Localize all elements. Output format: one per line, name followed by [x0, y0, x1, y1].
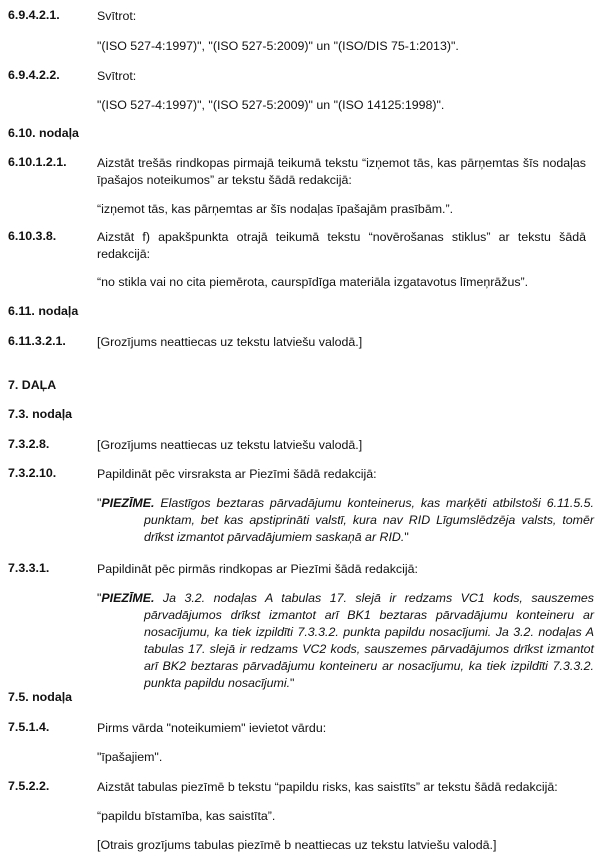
quoted-text: "īpašajiem".: [97, 750, 163, 764]
paragraph-number: 7.3.3.1.: [8, 561, 50, 575]
paragraph-text: Svītrot:: [97, 9, 137, 23]
paragraph-number: 6.10.1.2.1.: [8, 155, 67, 169]
paragraph-text: [Grozījums neattiecas uz tekstu latviešu valodā.]: [97, 438, 363, 452]
paragraph-text: Papildināt pēc virsraksta ar Piezīmi šādā redakcijā:: [97, 467, 377, 481]
note-text: Ja 3.2. nodaļas A tabulas 17. slejā ir redzams VC1 kods, sauszemes pārvadājumos drīkst izmantot arī BK1 beztaras pārvadājumu konteineru ar nosacījumu, ka tiek izpildīti 7.3.3.2. punkta papildu nosacījumi. Ja 3.2. nodaļas A tabulas 17. slejā ir redzams VC2 kods, sauszemes pārvadājumos drīkst izmantot arī BK2 beztaras pārvadājumu konteineru ar nosacījumu, ka tiek izpildīti 7.3.3.2. punkta papildu nosacījumi.: [144, 591, 594, 690]
note-label: PIEZĪME.: [101, 591, 155, 605]
quoted-text: “no stikla vai no cita piemērota, caurspīdīga materiāla izgatavotus līmeņrāžus”.: [97, 275, 529, 289]
section-heading: 6.10. nodaļa: [8, 126, 79, 140]
bracket-note: [Otrais grozījums tabulas piezīmē b neattiecas uz tekstu latviešu valodā.]: [97, 838, 497, 852]
note-close-quote: ": [404, 530, 409, 544]
section-heading: 6.11. nodaļa: [8, 304, 79, 318]
note-open-quote: ": [97, 496, 102, 510]
paragraph-number: 7.5.2.2.: [8, 779, 50, 793]
quoted-text: “izņemot tās, kas pārņemtas ar šīs nodaļas īpašajām prasībām.”.: [97, 202, 454, 216]
paragraph-text: Papildināt pēc pirmās rindkopas ar Piezīmi šādā redakcijā:: [97, 562, 418, 576]
part-heading: 7. DAĻA: [8, 378, 57, 392]
paragraph-number: 7.3.2.8.: [8, 437, 50, 451]
note-block: [97, 495, 594, 546]
section-heading: 7.5. nodaļa: [8, 690, 73, 704]
paragraph-number: 7.3.2.10.: [8, 466, 57, 480]
paragraph-number: 6.9.4.2.2.: [8, 68, 60, 82]
paragraph-number: 6.10.3.8.: [8, 229, 57, 243]
note-label: PIEZĪME.: [101, 496, 155, 510]
note-open-quote: ": [97, 591, 102, 605]
paragraph-text: Pirms vārda "noteikumiem" ievietot vārdu:: [97, 721, 327, 735]
paragraph-text: Svītrot:: [97, 69, 137, 83]
paragraph-number: 6.11.3.2.1.: [8, 334, 66, 348]
quoted-text: “papildu bīstamība, kas saistīta”.: [97, 809, 276, 823]
quoted-text: "(ISO 527-4:1997)", "(ISO 527-5:2009)" un "(ISO/DIS 75-1:2013)".: [97, 39, 459, 53]
paragraph-number: 6.9.4.2.1.: [8, 8, 60, 22]
note-close-quote: ": [290, 676, 295, 690]
paragraph-number: 7.5.1.4.: [8, 720, 50, 734]
paragraph-text: [Grozījums neattiecas uz tekstu latviešu valodā.]: [97, 335, 363, 349]
note-text: Elastīgos beztaras pārvadājumu konteinerus, kas marķēti atbilstoši 6.11.5.5. punktam, bet kas apstiprināti valstī, kura nav RID Līgumslēdzēja valsts, tomēr drīkst izmantot pārvadājumiem saskaņā ar RID.: [144, 496, 594, 544]
paragraph-text: Aizstāt tabulas piezīmē b tekstu “papildu risks, kas saistīts” ar tekstu šādā redakcijā:: [97, 780, 558, 794]
paragraph-text: Aizstāt trešās rindkopas pirmajā teikumā tekstu “izņemot tās, kas pārņemtas šīs nodaļas īpašajos noteikumos” ar tekstu šādā redakcijā:: [97, 156, 586, 187]
note-block: [97, 590, 594, 692]
paragraph-text: Aizstāt f) apakšpunkta otrajā teikumā tekstu “novērošanas stiklus” ar tekstu šādā redakcijā:: [97, 230, 586, 261]
section-heading: 7.3. nodaļa: [8, 407, 73, 421]
quoted-text: "(ISO 527-4:1997)", "(ISO 527-5:2009)" un "(ISO 14125:1998)".: [97, 98, 445, 112]
